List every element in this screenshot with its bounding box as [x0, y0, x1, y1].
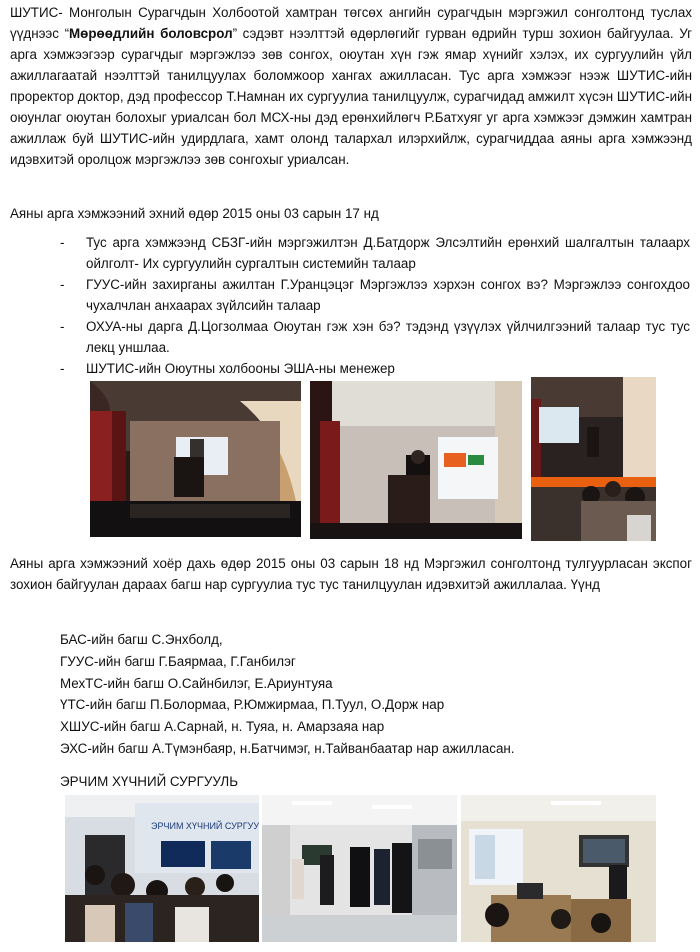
lecture-photo-2	[310, 381, 522, 539]
school-heading: ЭРЧИМ ХҮЧНИЙ СУРГУУЛЬ	[60, 774, 238, 789]
list-item: МехТС-ийн багш О.Сайнбилэг, Е.Ариунтуяа	[60, 675, 333, 691]
list-item: ГУУС-ийн багш Г.Баярмаа, Г.Ганбилэг	[60, 653, 296, 669]
expo-photo-3	[461, 795, 656, 942]
list-item-text: ОХУА-ны дарга Д.Цогзолмаа Оюутан гэж хэн бэ? тэдэнд үзүүлэх үйлчилгээний талаар тус тус лекц уншлаа.	[86, 319, 690, 355]
bullet-dash: -	[60, 361, 65, 376]
speakers-list	[60, 232, 690, 379]
intro-paragraph	[10, 2, 692, 170]
intro-text-1: ШУТИС- Монголын Сурагчдын Холбоотой хамтран төгсөх ангийн сурагчдын мэргэжил сонголтонд туслах үүднээс “	[10, 5, 692, 41]
list-item-text: ГУУС-ийн захирганы ажилтан Г.Уранцэцэг Мэргэжлээ хэрхэн сонгох вэ? Мэргэжлээ сонгохдоо чухалчлан анхаарах зүйлсийн талаар	[86, 277, 690, 313]
list-item	[60, 232, 690, 274]
bullet-dash: -	[60, 235, 65, 250]
list-item: ХШУС-ийн багш А.Сарнай, н. Туяа, н. Амарзаяа нар	[60, 719, 385, 735]
bullet-dash: -	[60, 277, 65, 292]
list-item: ҮТС-ийн багш П.Болормаа, Р.Юмжирмаа, П.Туул, О.Дорж нар	[60, 697, 445, 713]
bullet-dash: -	[60, 319, 65, 334]
list-item	[60, 316, 690, 358]
event-title: Мөрөөдлийн боловсрол	[69, 26, 233, 41]
teachers-list	[60, 629, 515, 760]
intro-text-2: ” сэдэвт нээлттэй өдөрлөгийг гурван өдрийн турш зохион байгуулаа. Уг арга хэмжээгээр сурагчдыг мэргэжлээ зөв сонгох, оюутан хүн гэж ямар хүнийг хэлэх, их сургуулийн үйл ажиллагаатай нээлттэй танилцуулах боломжоор хангах ажилласан. Тус арга хэмжээг нээж ШУТИС-ийн проректор доктор, дэд профессор Т.Намнан их сургуулиа танилцуулж, сурагчидад амжилт хүсэн ШУТИС-ийн оюунлаг оюутан болохыг уриалсан бол МСХ-ны дэд ерөнхийлөгч Р.Батхуяг уг арга хэмжээг дэмжин хамтран ажиллаж буй ШУТИС-ийн удирдлага, хамт олонд талархал илэрхийлж, сурагчиддаа аяны арга хэмжээнд идэвхитэй оролцож мэргэжлээ зөв сонгохыг уриалсан.	[10, 26, 693, 167]
expo-photo-1	[65, 795, 259, 942]
day1-heading: Аяны арга хэмжээний эхний өдөр 2015 оны 03 сарын 17 нд	[10, 206, 379, 221]
list-item	[60, 358, 690, 379]
lecture-photo-3	[531, 377, 656, 541]
day2-paragraph: Аяны арга хэмжээний хоёр дахь өдөр 2015 оны 03 сарын 18 нд Мэргэжил сонголтонд тулгуурласан экспог зохион байгуулан дараах багш нар сургуулиа тус тус танилцуулан идэвхитэй ажиллалаа. Үүнд	[10, 556, 692, 592]
sign-text: ЭРЧИМ ХҮЧНИЙ СУРГУУ	[151, 821, 259, 831]
expo-photo-2	[262, 795, 457, 942]
list-item-text: Тус арга хэмжээнд СБЗГ-ийн мэргэжилтэн Д.Батдорж Элсэлтийн ерөнхий шалгалтын талаарх ойлголт- Их сургуулийн сургалтын системийн талаар	[86, 235, 690, 271]
lecture-photo-1	[90, 381, 301, 537]
list-item: ЭХС-ийн багш А.Түмэнбаяр, н.Батчимэг, н.Тайванбаатар нар ажилласан.	[60, 740, 515, 756]
list-item: БАС-ийн багш С.Энхболд,	[60, 632, 223, 647]
list-item	[60, 274, 690, 316]
list-item-text: ШУТИС-ийн Оюутны холбооны ЭША-ны менежер	[86, 361, 395, 376]
